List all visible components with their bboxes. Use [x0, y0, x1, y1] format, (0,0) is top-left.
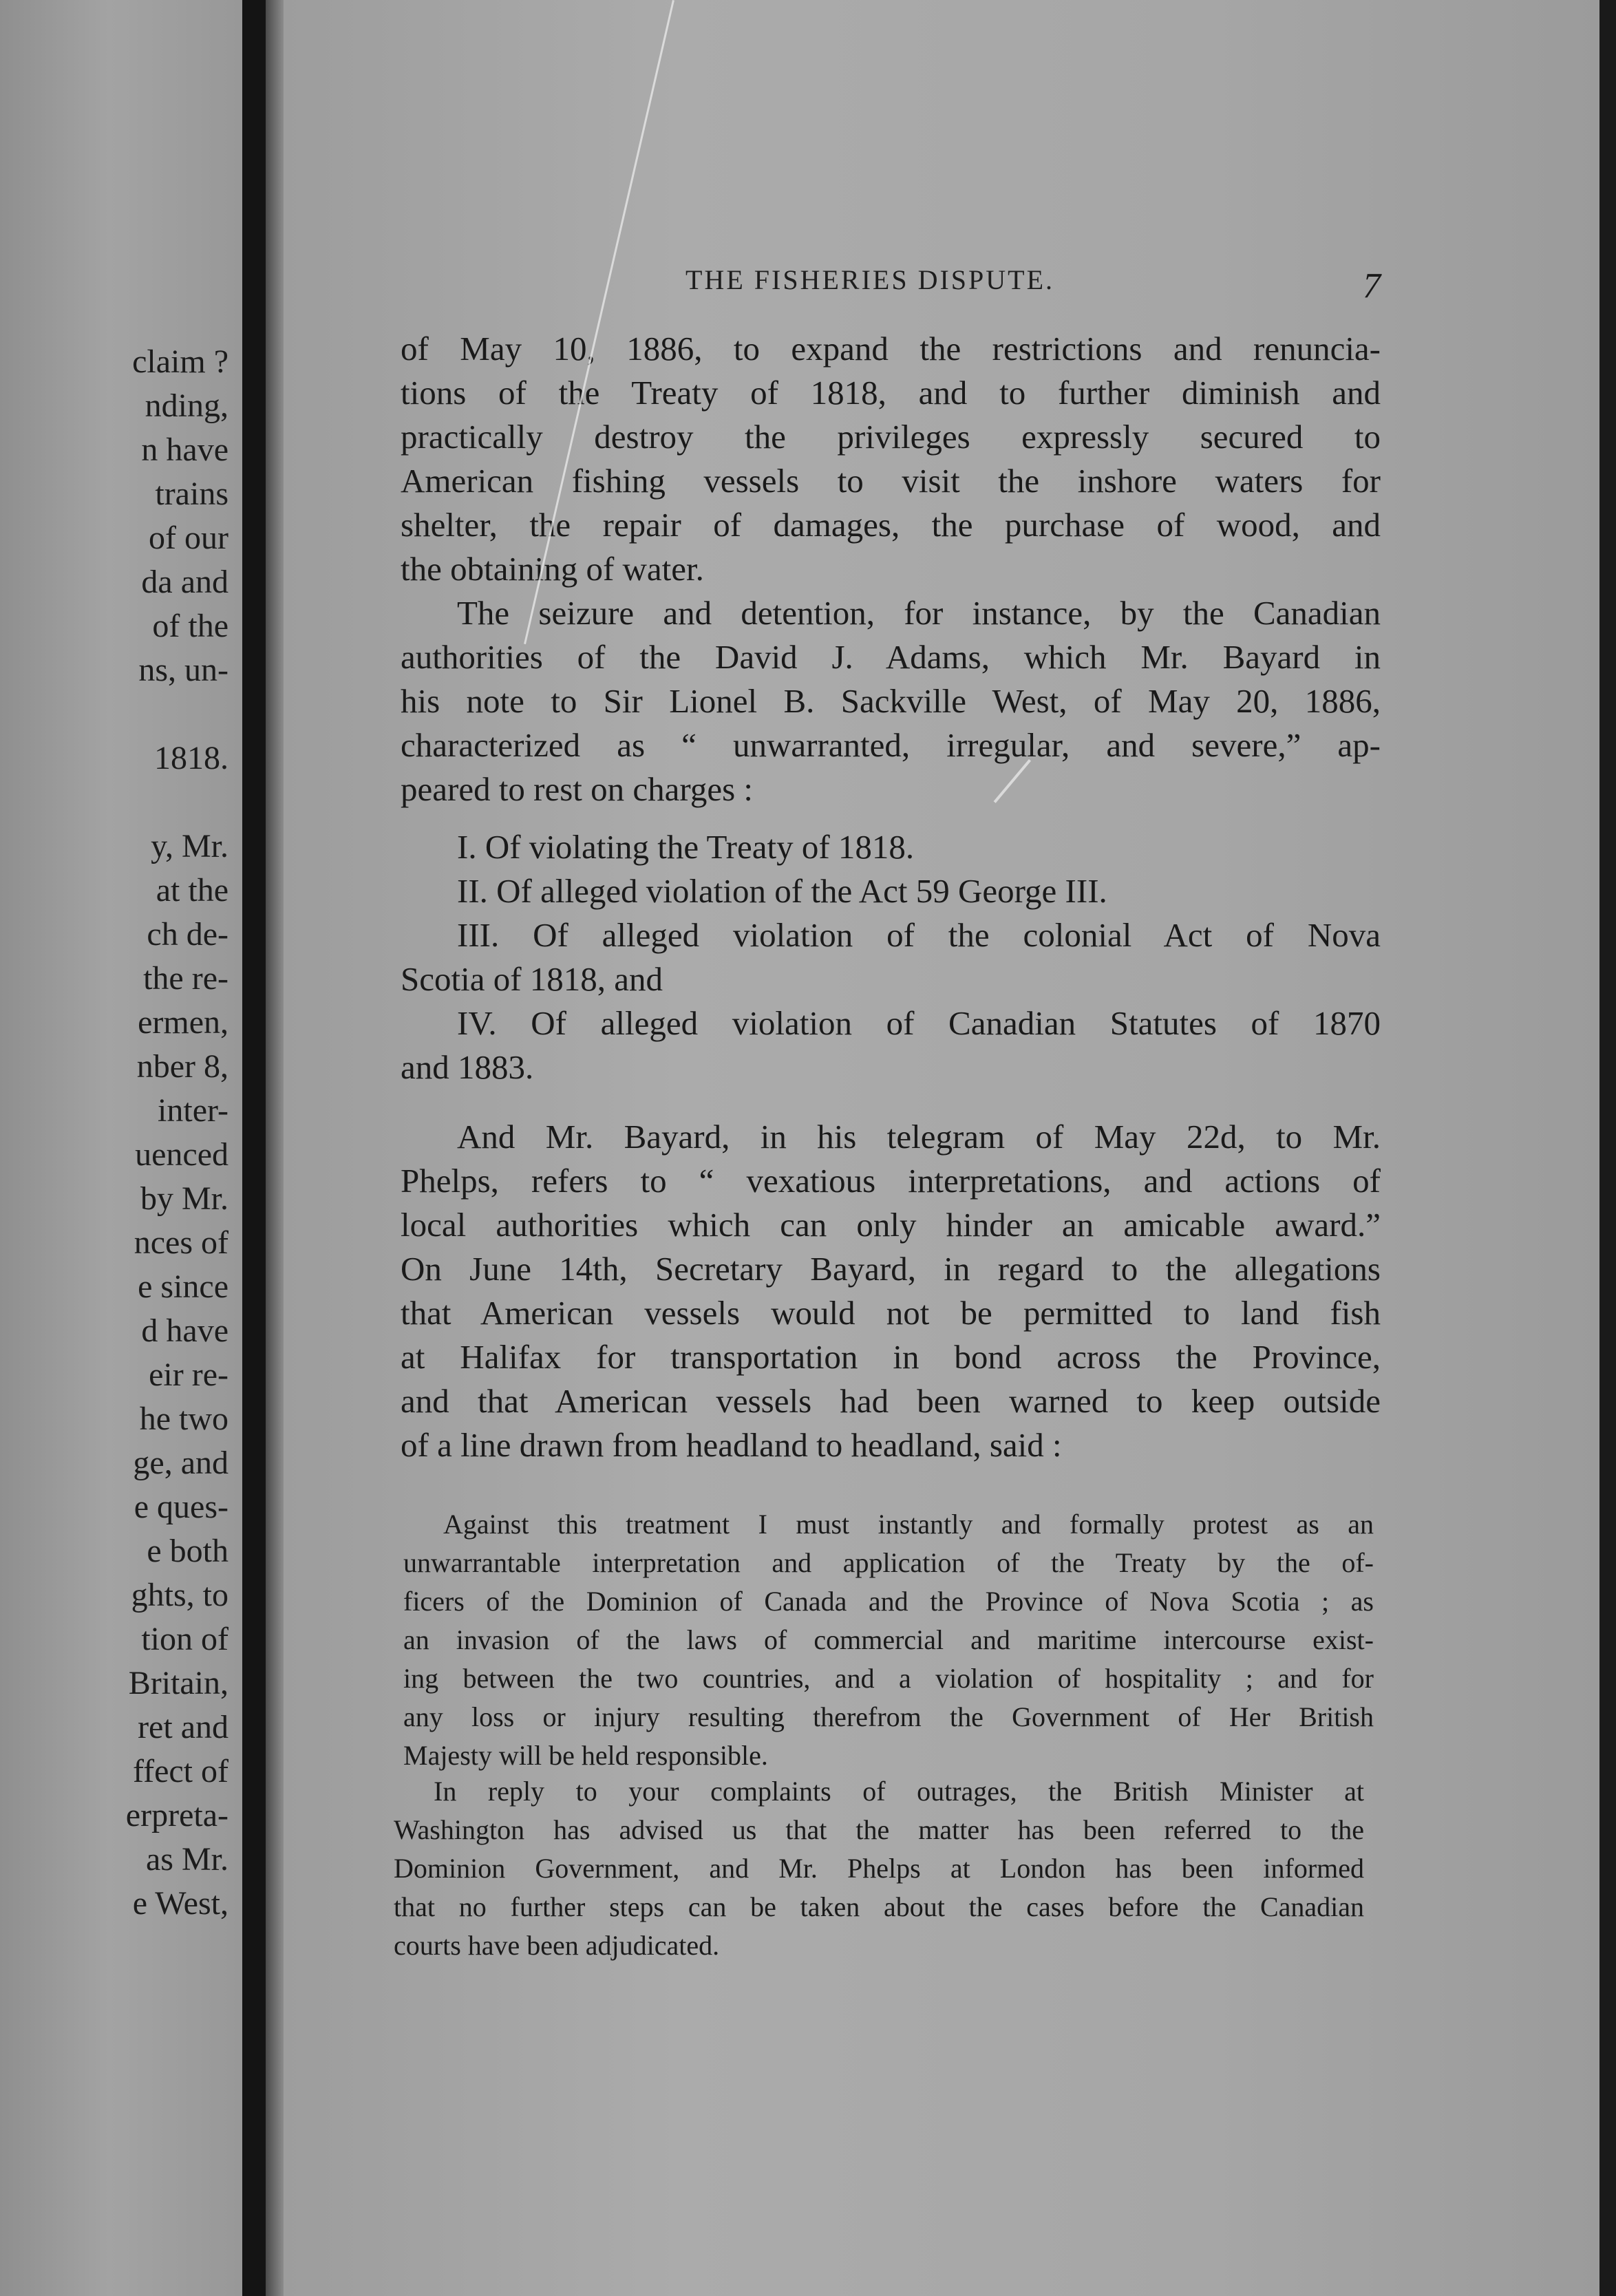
charge-item: and 1883. — [401, 1048, 534, 1086]
text-line: practically destroy the privileges expressly secured to — [401, 418, 1381, 456]
facing-page-line: of the — [152, 608, 228, 644]
text-line: at Halifax for transportation in bond across the Province, — [401, 1338, 1381, 1376]
quote-line: ing between the two countries, and a violation of hospitality ; and for — [403, 1663, 1374, 1694]
charge-item: III. Of alleged violation of the colonial Act of Nova — [457, 916, 1381, 954]
text-line: Phelps, refers to “ vexatious interpretations, and actions of — [401, 1162, 1381, 1200]
quote-line: Washington has advised us that the matter has been referred to the — [394, 1814, 1364, 1845]
facing-page-line: nber 8, — [136, 1048, 228, 1085]
page-number: 7 — [1363, 266, 1381, 306]
quote-line: Majesty will be held responsible. — [403, 1740, 768, 1771]
running-title: THE FISHERIES DISPUTE. — [685, 264, 1055, 295]
facing-page-line: e since — [138, 1268, 228, 1305]
gutter-shadow — [266, 0, 284, 2296]
text-line: and that American vessels had been warned to keep outside — [401, 1382, 1381, 1420]
text-line: And Mr. Bayard, in his telegram of May 22d, to Mr. — [457, 1118, 1381, 1156]
facing-page-line: ghts, to — [131, 1577, 228, 1613]
facing-page-line: tion of — [141, 1621, 228, 1657]
charge-item: Scotia of 1818, and — [401, 960, 663, 998]
facing-page-line: he two — [139, 1401, 228, 1437]
quote-line: that no further steps can be taken about the cases before the Canadian — [394, 1891, 1364, 1922]
text-line: the obtaining of water. — [401, 550, 704, 588]
facing-page-line: e ques- — [134, 1489, 228, 1525]
quote-line: Against this treatment I must instantly and formally protest as an — [443, 1509, 1374, 1540]
facing-page-line: e both — [147, 1533, 228, 1569]
facing-page-line: inter- — [158, 1092, 228, 1129]
text-line: American fishing vessels to visit the inshore waters for — [401, 462, 1381, 500]
facing-page-line: y, Mr. — [151, 828, 228, 864]
text-line: On June 14th, Secretary Bayard, in regard to the allegations — [401, 1250, 1381, 1288]
facing-page-line: trains — [155, 476, 228, 512]
facing-page-line: da and — [141, 564, 228, 600]
quote-line: courts have been adjudicated. — [394, 1930, 720, 1961]
facing-page-line: as Mr. — [146, 1841, 228, 1878]
text-line: of a line drawn from headland to headland, said : — [401, 1426, 1062, 1464]
charge-item: I. Of violating the Treaty of 1818. — [457, 828, 915, 866]
quote-line: In reply to your complaints of outrages, the British Minister at — [434, 1776, 1364, 1807]
facing-page — [0, 0, 242, 2296]
facing-page-line: nding, — [145, 387, 228, 424]
facing-page-line: e West, — [132, 1885, 228, 1922]
facing-page-line: ret and — [138, 1709, 228, 1745]
facing-page-line: Britain, — [128, 1665, 228, 1701]
text-line: peared to rest on charges : — [401, 770, 754, 808]
facing-page-line: n have — [141, 432, 228, 468]
gutter — [242, 0, 266, 2296]
text-line: characterized as “ unwarranted, irregular, and severe,” ap- — [401, 726, 1381, 764]
facing-page-line: ns, un- — [138, 652, 228, 688]
facing-page-line: 1818. — [154, 740, 228, 776]
text-line: tions of the Treaty of 1818, and to further diminish and — [401, 374, 1381, 412]
text-line: his note to Sir Lionel B. Sackville West, of May 20, 1886, — [401, 682, 1381, 720]
text-line: of May 10, 1886, to expand the restrictions and renuncia- — [401, 330, 1381, 368]
quote-line: any loss or injury resulting therefrom the Government of Her British — [403, 1701, 1374, 1732]
facing-page-line: uenced — [135, 1136, 228, 1173]
facing-page-line: ffect of — [132, 1753, 228, 1789]
text-line: that American vessels would not be permitted to land fish — [401, 1294, 1381, 1332]
text-line: The seizure and detention, for instance, by the Canadian — [457, 594, 1381, 632]
quote-line: ficers of the Dominion of Canada and the Province of Nova Scotia ; as — [403, 1586, 1374, 1617]
facing-page-line: by Mr. — [140, 1180, 228, 1217]
page-edge — [1599, 0, 1616, 2296]
facing-page-line: ge, and — [133, 1445, 228, 1481]
charge-item: II. Of alleged violation of the Act 59 George III. — [457, 872, 1107, 910]
facing-page-line: at the — [156, 872, 228, 908]
quote-line: unwarrantable interpretation and application of the Treaty by the of- — [403, 1547, 1374, 1578]
quote-line: Dominion Government, and Mr. Phelps at London has been informed — [394, 1853, 1364, 1884]
text-line: shelter, the repair of damages, the purchase of wood, and — [401, 506, 1381, 544]
text-line: authorities of the David J. Adams, which Mr. Bayard in — [401, 638, 1381, 676]
facing-page-line: d have — [141, 1312, 228, 1349]
quote-line: an invasion of the laws of commercial and maritime intercourse exist- — [403, 1624, 1374, 1655]
facing-page-line: ch de- — [147, 916, 228, 953]
facing-page-line: of our — [149, 520, 228, 556]
facing-page-line: ermen, — [138, 1004, 228, 1041]
facing-page-line: the re- — [143, 960, 228, 997]
facing-page-line: claim ? — [132, 343, 228, 380]
text-line: local authorities which can only hinder an amicable award.” — [401, 1206, 1381, 1244]
facing-page-line: erpreta- — [125, 1797, 228, 1833]
facing-page-line: eir re- — [149, 1357, 228, 1393]
charge-item: IV. Of alleged violation of Canadian Statutes of 1870 — [457, 1004, 1381, 1042]
facing-page-line: nces of — [134, 1224, 228, 1261]
